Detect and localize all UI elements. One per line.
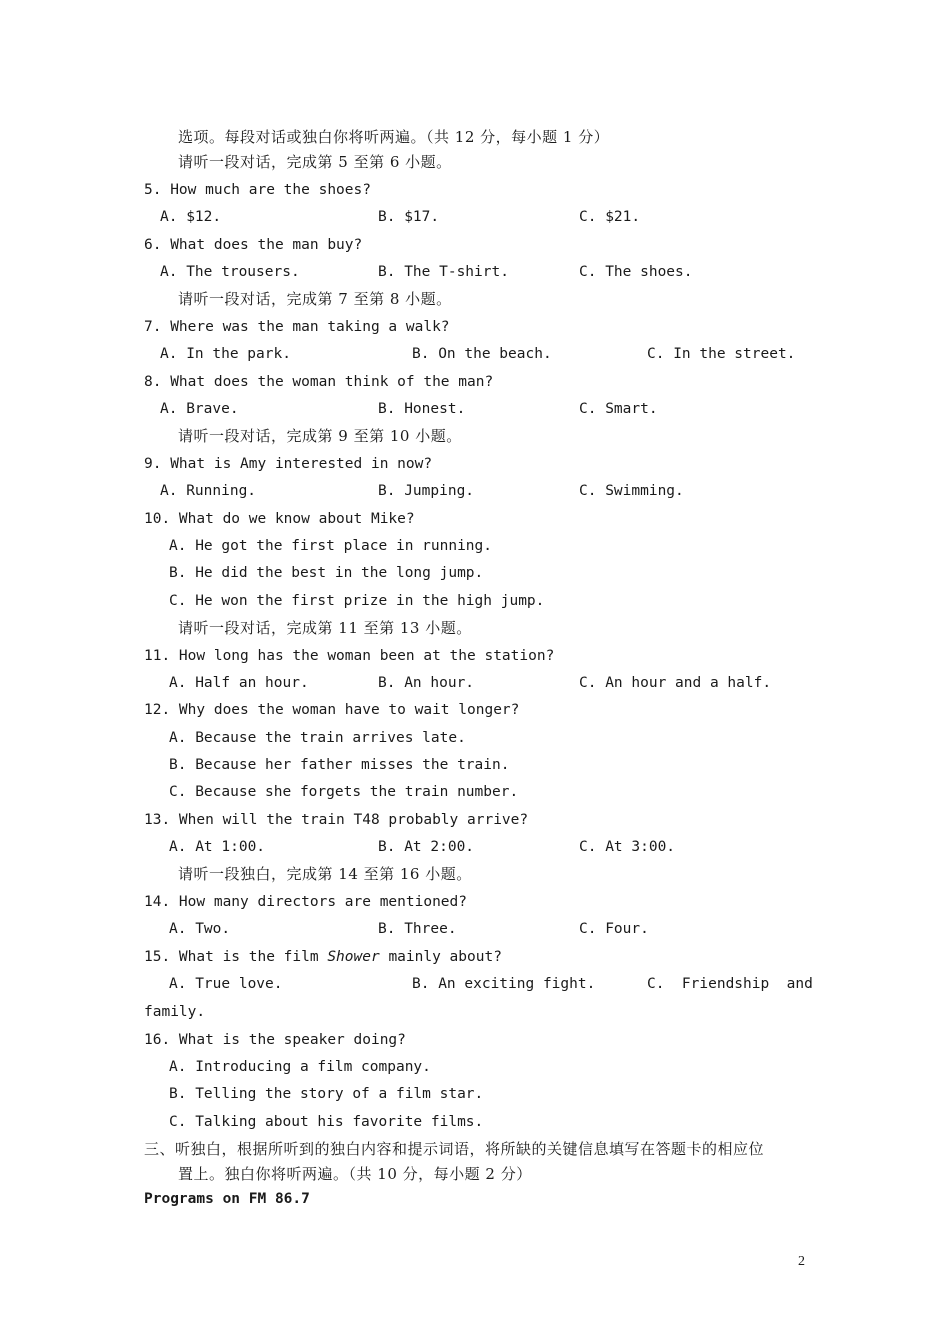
question-13: 13. When will the train T48 probably arrive?: [144, 812, 529, 828]
instruction-q7-q8: 请听一段对话，完成第 7 至第 8 小题。: [178, 290, 452, 308]
q7-option-b: B. On the beach.: [412, 346, 552, 362]
question-11: 11. How long has the woman been at the station?: [144, 648, 555, 664]
instruction-q9-q10: 请听一段对话，完成第 9 至第 10 小题。: [178, 427, 462, 445]
q6-option-b: B. The T-shirt.: [378, 264, 509, 280]
question-6: 6. What does the man buy?: [144, 237, 363, 253]
q15-option-c: C. Friendship and: [647, 976, 813, 992]
q12-option-c: C. Because she forgets the train number.: [169, 784, 519, 800]
question-5: 5. How much are the shoes?: [144, 182, 371, 198]
question-15: [144, 947, 502, 967]
question-10: 10. What do we know about Mike?: [144, 511, 415, 527]
q7-option-a: A. In the park.: [160, 346, 291, 362]
q9-option-a: A. Running.: [160, 483, 257, 499]
q10-option-b: B. He did the best in the long jump.: [169, 565, 484, 581]
q14-option-c: C. Four.: [579, 921, 649, 937]
instruction-q5-q6: 请听一段对话，完成第 5 至第 6 小题。: [178, 153, 452, 171]
q11-option-c: C. An hour and a half.: [579, 675, 772, 691]
q6-option-c: C. The shoes.: [579, 264, 693, 280]
question-14: 14. How many directors are mentioned?: [144, 894, 468, 910]
q10-option-a: A. He got the first place in running.: [169, 538, 493, 554]
question-7: 7. Where was the man taking a walk?: [144, 319, 450, 335]
q16-option-c: C. Talking about his favorite films.: [169, 1114, 484, 1130]
q8-option-a: A. Brave.: [160, 401, 239, 417]
q5-option-a: A. $12.: [160, 209, 222, 225]
q15-option-a: A. True love.: [169, 976, 283, 992]
programs-title: Programs on FM 86.7: [144, 1191, 310, 1207]
q8-option-c: C. Smart.: [579, 401, 658, 417]
section3-heading: 三、听独白，根据所听到的独白内容和提示词语，将所缺的关键信息填写在答题卡的相应位: [144, 1140, 765, 1158]
question-8: 8. What does the woman think of the man?: [144, 374, 494, 390]
q15-stem-start: 15. What is the film: [144, 949, 328, 965]
q8-option-b: B. Honest.: [378, 401, 466, 417]
q15-stem-end: mainly about?: [379, 949, 502, 965]
q10-option-c: C. He won the first prize in the high jump.: [169, 593, 545, 609]
q6-option-a: A. The trousers.: [160, 264, 300, 280]
q11-option-a: A. Half an hour.: [169, 675, 309, 691]
q5-option-c: C. $21.: [579, 209, 641, 225]
q16-option-b: B. Telling the story of a film star.: [169, 1086, 484, 1102]
section2-intro-continued: 选项。每段对话或独白你将听两遍。（共 12 分，每小题 1 分）: [178, 128, 610, 146]
q7-option-c: C. In the street.: [647, 346, 796, 362]
q13-option-a: A. At 1:00.: [169, 839, 266, 855]
q11-option-b: B. An hour.: [378, 675, 475, 691]
q15-option-c-wrap: family.: [144, 1004, 206, 1020]
q15-film-title: Shower: [327, 949, 380, 965]
q9-option-c: C. Swimming.: [579, 483, 684, 499]
q14-option-b: B. Three.: [378, 921, 457, 937]
q15-option-b: B. An exciting fight.: [412, 976, 596, 992]
page-number: 2: [798, 1254, 805, 1269]
q13-option-b: B. At 2:00.: [378, 839, 475, 855]
q13-option-c: C. At 3:00.: [579, 839, 676, 855]
q16-option-a: A. Introducing a film company.: [169, 1059, 431, 1075]
q14-option-a: A. Two.: [169, 921, 231, 937]
q5-option-b: B. $17.: [378, 209, 440, 225]
instruction-q11-q13: 请听一段对话，完成第 11 至第 13 小题。: [178, 619, 472, 637]
q12-option-a: A. Because the train arrives late.: [169, 730, 466, 746]
question-16: 16. What is the speaker doing?: [144, 1032, 406, 1048]
instruction-q14-q16: 请听一段独白，完成第 14 至第 16 小题。: [178, 865, 472, 883]
q9-option-b: B. Jumping.: [378, 483, 475, 499]
question-12: 12. Why does the woman have to wait longer?: [144, 702, 520, 718]
section3-heading-cont: 置上。独白你将听两遍。（共 10 分，每小题 2 分）: [178, 1165, 532, 1183]
q12-option-b: B. Because her father misses the train.: [169, 757, 510, 773]
question-9: 9. What is Amy interested in now?: [144, 456, 433, 472]
